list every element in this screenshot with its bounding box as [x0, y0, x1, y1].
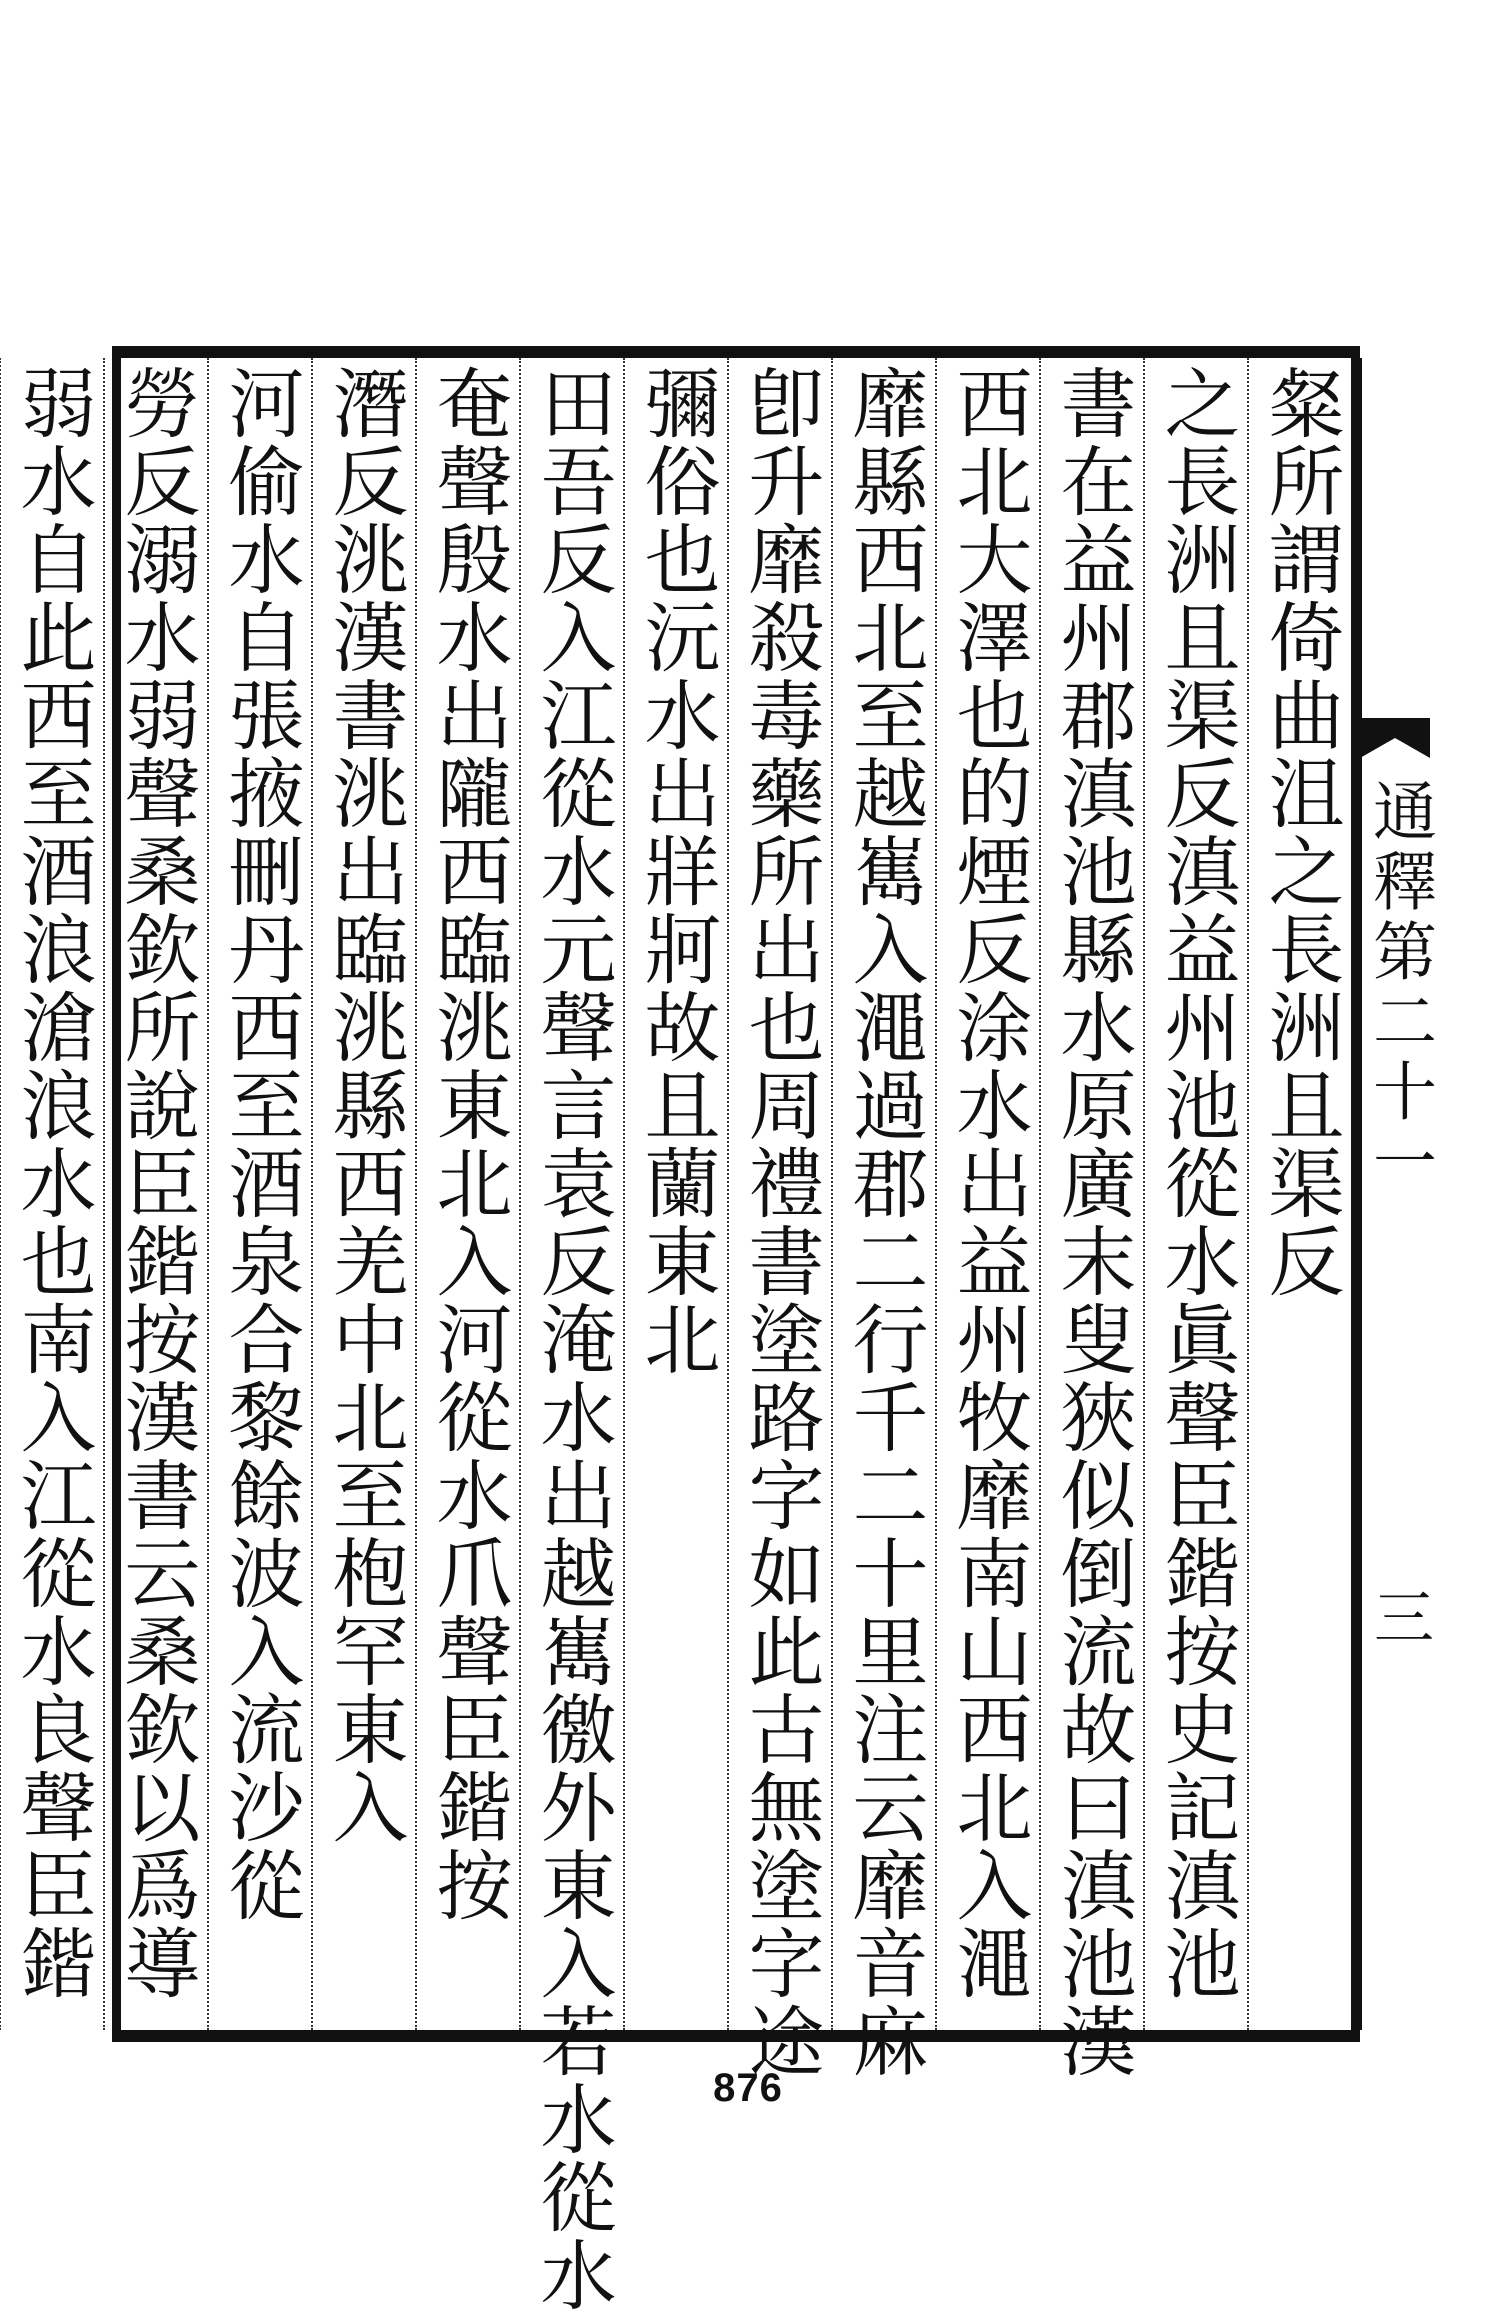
text-column-5: 靡縣西北至越嶲入澠過郡二行千二十里注云靡音麻: [831, 358, 935, 2030]
text-column-10: 潛反洮漢書洮出臨洮縣西羌中北至枹罕東入: [311, 358, 415, 2030]
fish-tail-mark-icon: [1360, 718, 1430, 758]
text-column-12: 勞反溺水弱聲桑欽所說臣鍇按漢書云桑欽以爲導: [103, 358, 207, 2030]
chapter-title: 通釋第二十一: [1362, 778, 1436, 1198]
text-column-11: 河偷水自張掖刪丹西至酒泉合黎餘波入流沙從: [207, 358, 311, 2030]
leaf-number: 三: [1364, 1586, 1434, 1646]
text-column-13: 弱水自此西至酒浪滄浪水也南入江從水良聲臣鍇: [0, 358, 103, 2030]
page-number: 876: [713, 2066, 783, 2110]
text-column-4: 西北大澤也的煙反涂水出益州牧靡南山西北入澠: [935, 358, 1039, 2030]
text-column-7: 彌俗也沅水出牂牁故且蘭東北: [623, 358, 727, 2030]
text-column-3: 書在益州郡滇池縣水原廣末叟狹似倒流故曰滇池漢: [1039, 358, 1143, 2030]
text-column-8: 田吾反入江從水元聲言袁反淹水出越嶲徼外東入若水從水: [519, 358, 623, 2030]
center-strip: [1360, 358, 1440, 2030]
text-column-2: 之長洲且渠反滇益州池從水眞聲臣鍇按史記滇池: [1143, 358, 1247, 2030]
text-column-6: 卽升靡殺毒藥所出也周禮書塗路字如此古無塗字途: [727, 358, 831, 2030]
text-column-1: 粲所謂倚曲沮之長洲且渠反: [1247, 358, 1351, 2030]
text-column-9: 奄聲殷水出隴西臨洮東北入河從水爪聲臣鍇按: [415, 358, 519, 2030]
